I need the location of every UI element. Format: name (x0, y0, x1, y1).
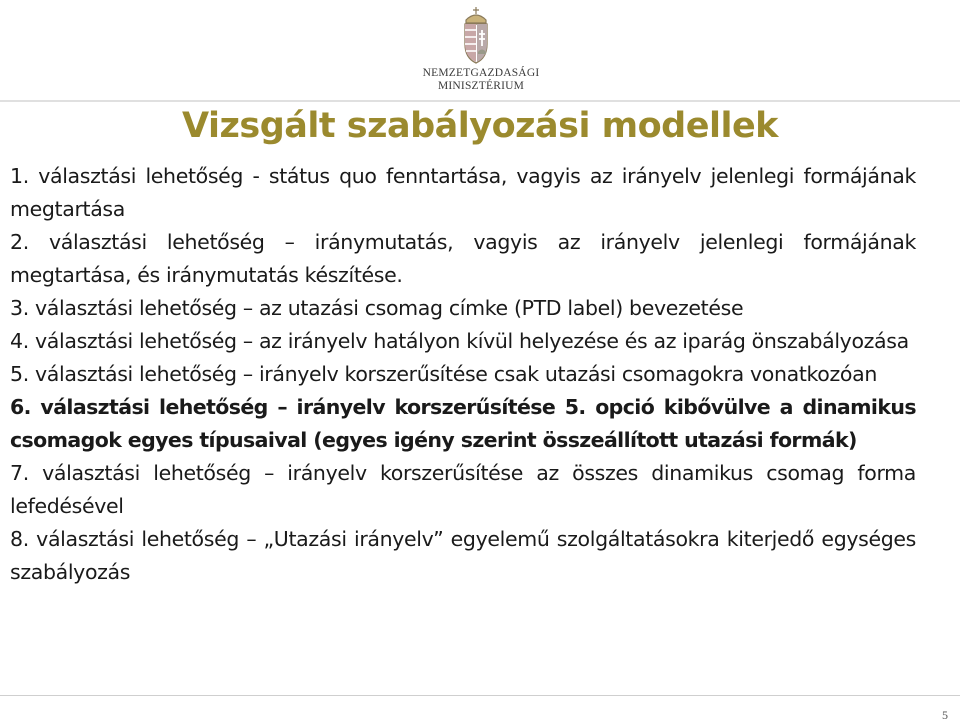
option-item-8: 8. választási lehetőség – „Utazási irányelv” egyelemű szolgáltatásokra kiterjedő egységes szabályozás (10, 527, 916, 584)
option-item-3: 3. választási lehetőség – az utazási csomag címke (PTD label) bevezetése (10, 296, 744, 320)
option-item-7: 7. választási lehetőség – irányelv korszerűsítése az összes dinamikus csomag forma lefedésével (10, 461, 916, 518)
footer-divider (0, 695, 960, 696)
ministry-name (396, 67, 566, 93)
ministry-name-line1: NEMZETGAZDASÁGI (422, 67, 540, 79)
ministry-name-line2: MINISZTÉRIUM (437, 80, 525, 92)
option-item-4: 4. választási lehetőség – az irányelv hatályon kívül helyezése és az iparág önszabályozása (10, 329, 909, 353)
option-item-5: 5. választási lehetőség – irányelv korszerűsítése csak utazási csomagokra vonatkozóan (10, 362, 877, 386)
slide-title: Vizsgált szabályozási modellek (182, 106, 778, 146)
page-number: 5 (942, 708, 948, 722)
option-item-1: 1. választási lehetőség - státus quo fenntartása, vagyis az irányelv jelenlegi formájának megtartása (10, 164, 916, 221)
option-item-2: 2. választási lehetőség – iránymutatás, vagyis az irányelv jelenlegi formájának megtartása, és iránymutatás készítése. (10, 230, 916, 287)
options-list (10, 160, 916, 589)
title-divider (0, 100, 960, 102)
option-item-6: 6. választási lehetőség – irányelv korszerűsítése 5. opció kibővülve a dinamikus csomagok egyes típusaival (egyes igény szerint összeállított utazási formák) (10, 395, 916, 452)
coat-of-arms-logo (456, 6, 496, 66)
